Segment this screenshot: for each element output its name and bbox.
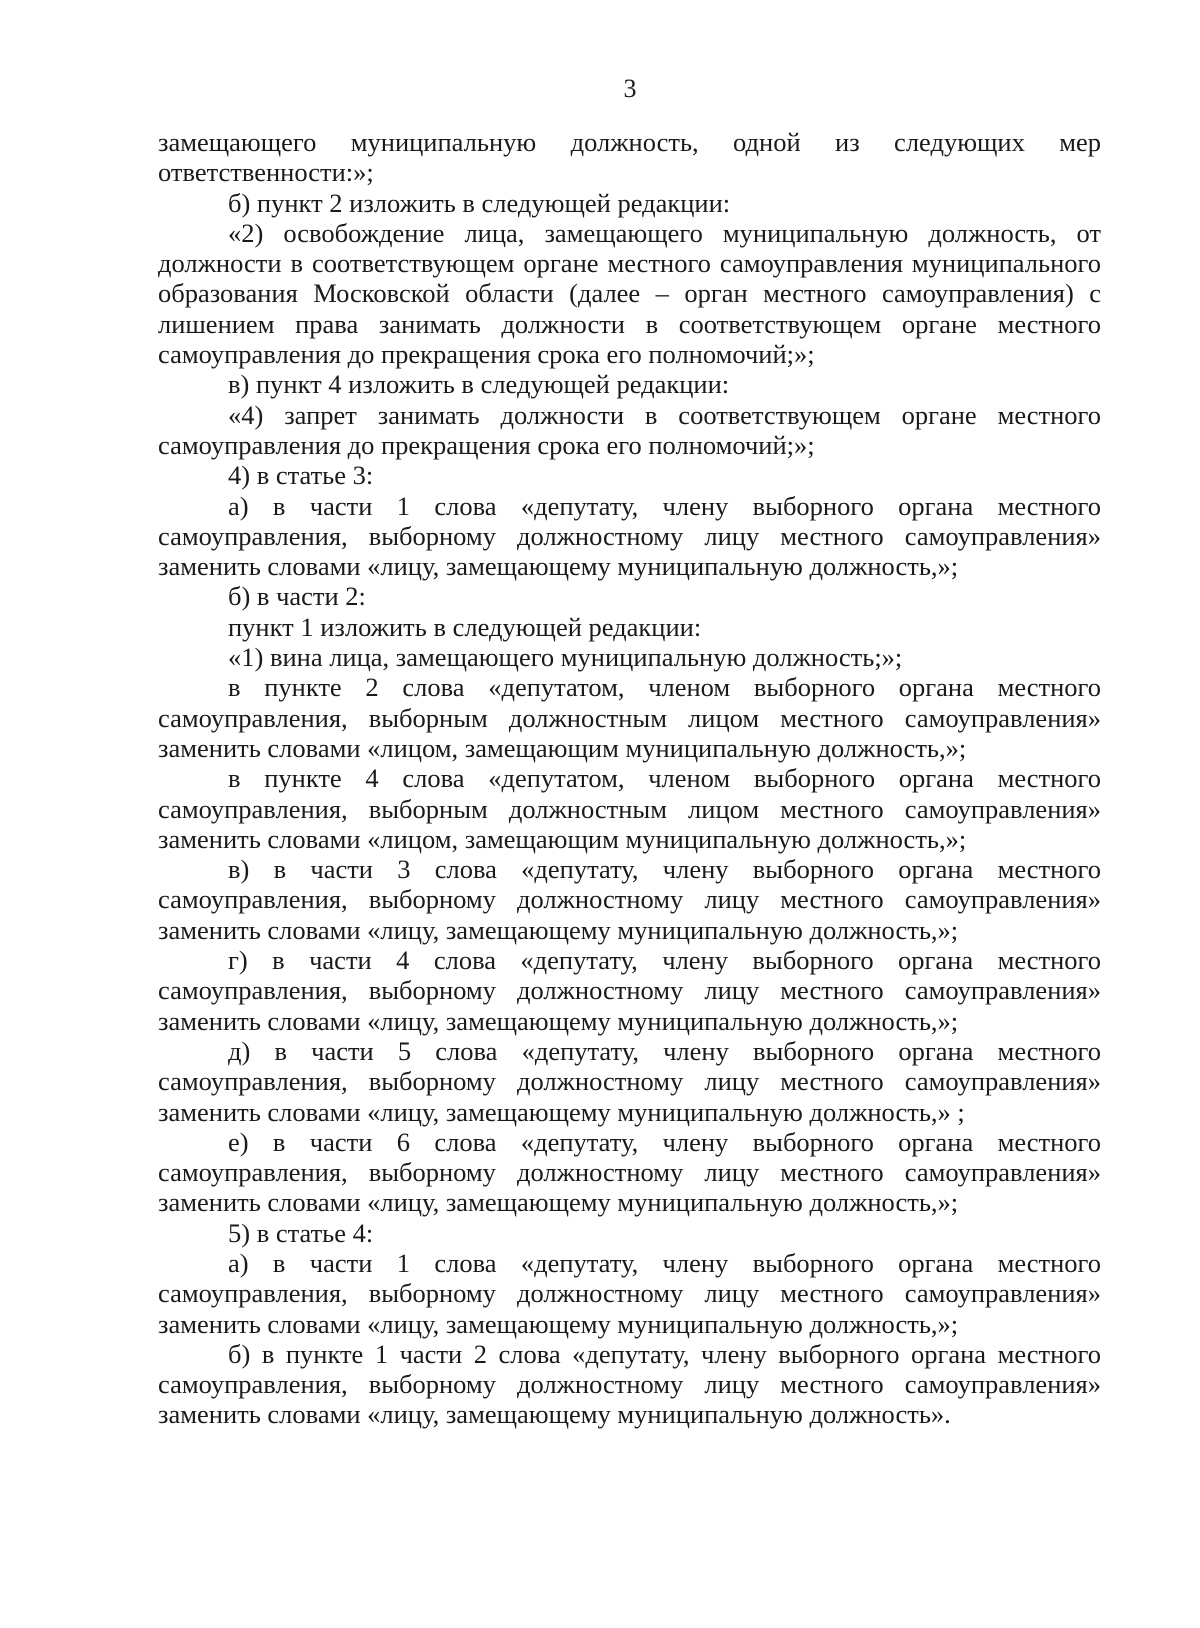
paragraph-item-b-point-2: б) пункт 2 изложить в следующей редакции: [228, 187, 731, 218]
paragraph-article-3-item-g: г) в части 4 слова «депутату, члену выборного органа местного самоуправления, выборному должностному лицу местного самоуправления» заменить словами «лицу, замещающему муниципальную должность,»; [158, 945, 1101, 1036]
paragraph-quote-point-4: «4) запрет занимать должности в соответствующем органе местного самоуправления до прекращения срока его полномочий;»; [158, 399, 1101, 460]
paragraph-article-4-item-b: б) в пункте 1 части 2 слова «депутату, члену выборного органа местного самоуправления, выборному должностному лицу местного самоуправления» заменить словами «лицу, замещающему муниципальную должность». [158, 1338, 1101, 1430]
document-body [158, 127, 1101, 1430]
paragraph-point-4-words: в пункте 4 слова «депутатом, членом выборного органа местного самоуправления, выборным должностным лицом местного самоуправления» заменить словами «лицом, замещающим муниципальную должность,»; [158, 763, 1101, 854]
paragraph-article-3-item-a: а) в части 1 слова «депутату, члену выборного органа местного самоуправления, выборному должностному лицу местного самоуправления» заменить словами «лицу, замещающему муниципальную должность,»; [158, 490, 1101, 582]
paragraph-continuation: замещающего муниципальную должность, одной из следующих мер ответственности:»; [158, 127, 1101, 188]
paragraph-article-3-item-b: б) в части 2: [228, 581, 366, 612]
paragraph-point-1-edit: пункт 1 изложить в следующей редакции: [228, 611, 702, 642]
paragraph-item-v-point-4: в) пункт 4 изложить в следующей редакции: [228, 369, 730, 400]
paragraph-point-2-words: в пункте 2 слова «депутатом, членом выборного органа местного самоуправления, выборным должностным лицом местного самоуправления» заменить словами «лицом, замещающим муниципальную должность,»; [158, 672, 1101, 763]
paragraph-article-3: 4) в статье 3: [228, 460, 374, 491]
paragraph-article-4-item-a: а) в части 1 слова «депутату, члену выборного органа местного самоуправления, выборному должностному лицу местного самоуправления» заменить словами «лицу, замещающему муниципальную должность,»; [158, 1247, 1101, 1339]
paragraph-quote-point-1: «1) вина лица, замещающего муниципальную должность;»; [228, 642, 903, 673]
paragraph-article-3-item-d: д) в части 5 слова «депутату, члену выборного органа местного самоуправления, выборному должностному лицу местного самоуправления» заменить словами «лицу, замещающему муниципальную должность,» ; [158, 1035, 1101, 1127]
paragraph-article-3-item-v: в) в части 3 слова «депутату, члену выборного органа местного самоуправления, выборному должностному лицу местного самоуправления» заменить словами «лицу, замещающему муниципальную должность,»; [158, 854, 1101, 945]
paragraph-quote-point-2: «2) освобождение лица, замещающего муниципальную должность, от должности в соответствующем органе местного самоуправления муниципального образования Московской области (далее – орган местного самоуправления) с лишением права занимать должности в соответствующем органе местного самоуправления до прекращения срока его полномочий;»; [158, 217, 1101, 370]
paragraph-article-3-item-e: е) в части 6 слова «депутату, члену выборного органа местного самоуправления, выборному должностному лицу местного самоуправления» заменить словами «лицу, замещающему муниципальную должность,»; [158, 1126, 1101, 1218]
page-number: 3 [623, 74, 637, 103]
paragraph-article-4: 5) в статье 4: [228, 1217, 374, 1248]
